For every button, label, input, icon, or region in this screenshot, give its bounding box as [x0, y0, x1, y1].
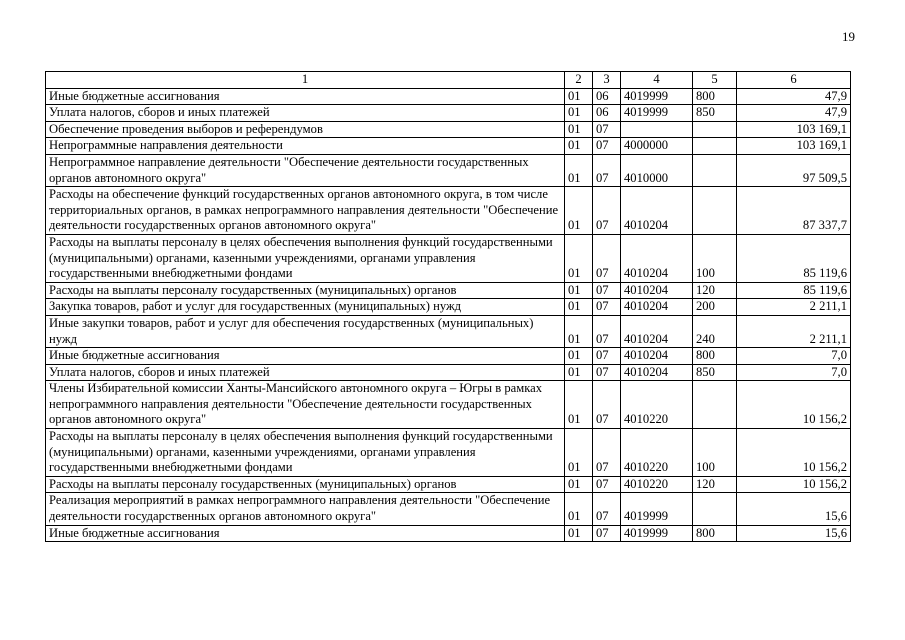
cell-subsection: 07	[593, 315, 621, 347]
cell-expense-type	[693, 154, 737, 186]
cell-target-article: 4019999	[621, 493, 693, 525]
cell-amount: 7,0	[737, 364, 851, 381]
cell-subsection: 07	[593, 364, 621, 381]
header-col-2: 2	[565, 72, 593, 89]
cell-amount: 103 169,1	[737, 138, 851, 155]
cell-section: 01	[565, 429, 593, 477]
cell-target-article: 4010220	[621, 476, 693, 493]
cell-expense-type	[693, 493, 737, 525]
cell-subsection: 07	[593, 121, 621, 138]
cell-target-article: 4010204	[621, 348, 693, 365]
cell-section: 01	[565, 187, 593, 235]
cell-amount: 85 119,6	[737, 234, 851, 282]
cell-description: Расходы на выплаты персоналу в целях обеспечения выполнения функций государственными (муниципальными) органами, казенными учреждениями, органами управления государственными внебюджетными фондами	[46, 234, 565, 282]
table-row	[46, 154, 851, 186]
cell-target-article: 4010204	[621, 234, 693, 282]
cell-target-article: 4010204	[621, 299, 693, 316]
cell-section: 01	[565, 234, 593, 282]
table-row	[46, 121, 851, 138]
cell-description: Расходы на выплаты персоналу в целях обеспечения выполнения функций государственными (муниципальными) органами, казенными учреждениями, органами управления государственными внебюджетными фондами	[46, 429, 565, 477]
cell-subsection: 07	[593, 429, 621, 477]
cell-description: Расходы на выплаты персоналу государственных (муниципальных) органов	[46, 282, 565, 299]
cell-subsection: 07	[593, 187, 621, 235]
cell-expense-type: 120	[693, 476, 737, 493]
cell-expense-type: 800	[693, 88, 737, 105]
cell-expense-type: 800	[693, 525, 737, 542]
header-col-5: 5	[693, 72, 737, 89]
cell-subsection: 07	[593, 493, 621, 525]
cell-subsection: 06	[593, 88, 621, 105]
table-row	[46, 525, 851, 542]
table-row	[46, 282, 851, 299]
cell-description: Иные закупки товаров, работ и услуг для обеспечения государственных (муниципальных) нужд	[46, 315, 565, 347]
cell-section: 01	[565, 88, 593, 105]
cell-target-article: 4019999	[621, 88, 693, 105]
cell-description: Расходы на обеспечение функций государственных органов автономного округа, в том числе территориальных органов, в рамках непрограммного направления деятельности "Обеспечение деятельности государственных органов автономного округа"	[46, 187, 565, 235]
cell-expense-type: 850	[693, 364, 737, 381]
cell-amount: 2 211,1	[737, 299, 851, 316]
cell-target-article: 4010220	[621, 381, 693, 429]
cell-amount: 87 337,7	[737, 187, 851, 235]
cell-description: Иные бюджетные ассигнования	[46, 88, 565, 105]
table-row	[46, 299, 851, 316]
table-row	[46, 476, 851, 493]
cell-amount: 15,6	[737, 525, 851, 542]
cell-description: Иные бюджетные ассигнования	[46, 525, 565, 542]
table-row	[46, 138, 851, 155]
cell-amount: 7,0	[737, 348, 851, 365]
cell-description: Непрограммное направление деятельности "Обеспечение деятельности государственных органов автономного округа"	[46, 154, 565, 186]
table-row	[46, 364, 851, 381]
budget-table	[45, 71, 851, 542]
cell-subsection: 07	[593, 138, 621, 155]
cell-expense-type	[693, 187, 737, 235]
cell-expense-type: 800	[693, 348, 737, 365]
table-row	[46, 187, 851, 235]
cell-description: Уплата налогов, сборов и иных платежей	[46, 364, 565, 381]
cell-subsection: 07	[593, 282, 621, 299]
cell-section: 01	[565, 138, 593, 155]
cell-expense-type	[693, 138, 737, 155]
table-row	[46, 493, 851, 525]
cell-target-article: 4010204	[621, 364, 693, 381]
table-row	[46, 234, 851, 282]
cell-expense-type	[693, 381, 737, 429]
cell-section: 01	[565, 299, 593, 316]
cell-subsection: 07	[593, 299, 621, 316]
cell-target-article: 4019999	[621, 105, 693, 122]
cell-section: 01	[565, 364, 593, 381]
cell-section: 01	[565, 476, 593, 493]
cell-amount: 10 156,2	[737, 429, 851, 477]
cell-amount: 10 156,2	[737, 476, 851, 493]
cell-description: Закупка товаров, работ и услуг для государственных (муниципальных) нужд	[46, 299, 565, 316]
cell-description: Реализация мероприятий в рамках непрограммного направления деятельности "Обеспечение деятельности государственных органов автономного округа"	[46, 493, 565, 525]
cell-section: 01	[565, 121, 593, 138]
table-row	[46, 315, 851, 347]
cell-section: 01	[565, 282, 593, 299]
cell-amount: 85 119,6	[737, 282, 851, 299]
cell-target-article: 4010204	[621, 282, 693, 299]
cell-amount: 2 211,1	[737, 315, 851, 347]
header-col-1: 1	[46, 72, 565, 89]
cell-expense-type: 100	[693, 429, 737, 477]
cell-section: 01	[565, 493, 593, 525]
cell-amount: 47,9	[737, 88, 851, 105]
cell-section: 01	[565, 348, 593, 365]
cell-expense-type: 120	[693, 282, 737, 299]
cell-amount: 15,6	[737, 493, 851, 525]
cell-expense-type: 200	[693, 299, 737, 316]
cell-subsection: 07	[593, 525, 621, 542]
cell-subsection: 07	[593, 348, 621, 365]
cell-section: 01	[565, 154, 593, 186]
header-col-6: 6	[737, 72, 851, 89]
table-row	[46, 105, 851, 122]
cell-expense-type: 850	[693, 105, 737, 122]
cell-description: Обеспечение проведения выборов и референдумов	[46, 121, 565, 138]
cell-section: 01	[565, 105, 593, 122]
cell-section: 01	[565, 315, 593, 347]
table-row	[46, 429, 851, 477]
table-row	[46, 348, 851, 365]
cell-description: Расходы на выплаты персоналу государственных (муниципальных) органов	[46, 476, 565, 493]
cell-description: Уплата налогов, сборов и иных платежей	[46, 105, 565, 122]
header-col-3: 3	[593, 72, 621, 89]
budget-table-body	[46, 72, 851, 542]
cell-description: Иные бюджетные ассигнования	[46, 348, 565, 365]
cell-subsection: 06	[593, 105, 621, 122]
cell-target-article	[621, 121, 693, 138]
cell-subsection: 07	[593, 154, 621, 186]
cell-subsection: 07	[593, 234, 621, 282]
cell-target-article: 4000000	[621, 138, 693, 155]
cell-amount: 10 156,2	[737, 381, 851, 429]
cell-section: 01	[565, 381, 593, 429]
cell-description: Непрограммные направления деятельности	[46, 138, 565, 155]
cell-target-article: 4010220	[621, 429, 693, 477]
cell-amount: 47,9	[737, 105, 851, 122]
cell-target-article: 4010204	[621, 315, 693, 347]
cell-expense-type: 240	[693, 315, 737, 347]
page-number: 19	[842, 29, 855, 44]
header-col-4: 4	[621, 72, 693, 89]
table-row	[46, 381, 851, 429]
cell-section: 01	[565, 525, 593, 542]
cell-target-article: 4010000	[621, 154, 693, 186]
table-header-row	[46, 72, 851, 89]
table-row	[46, 88, 851, 105]
cell-amount: 97 509,5	[737, 154, 851, 186]
cell-description: Члены Избирательной комиссии Ханты-Мансийского автономного округа – Югры в рамках непрограммного направления деятельности "Обеспечение деятельности государственных органов автономного округа"	[46, 381, 565, 429]
cell-expense-type	[693, 121, 737, 138]
cell-subsection: 07	[593, 476, 621, 493]
cell-expense-type: 100	[693, 234, 737, 282]
cell-amount: 103 169,1	[737, 121, 851, 138]
cell-subsection: 07	[593, 381, 621, 429]
cell-target-article: 4019999	[621, 525, 693, 542]
cell-target-article: 4010204	[621, 187, 693, 235]
